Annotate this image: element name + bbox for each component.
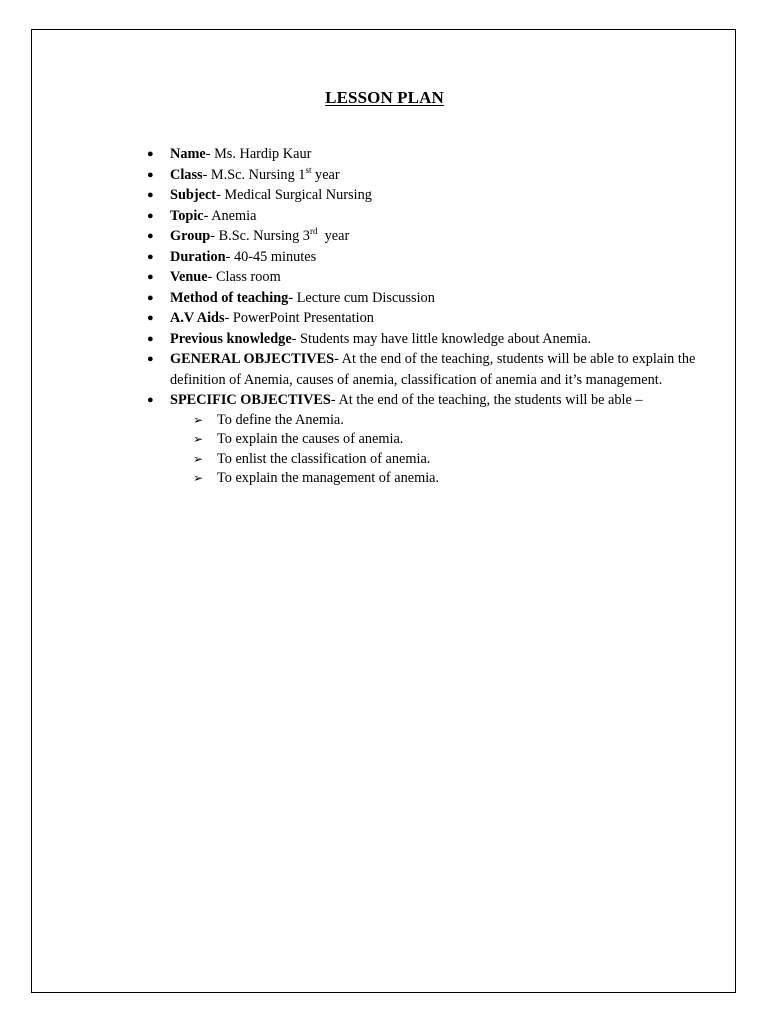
arrow-bullet-icon: ➢ <box>193 412 204 427</box>
item-value: Students may have little knowledge about Anemia. <box>300 330 592 347</box>
specific-objectives-list <box>170 411 699 489</box>
item-value: Lecture cum Discussion <box>296 289 435 306</box>
page-border <box>31 29 736 993</box>
item-label: Subject <box>170 187 217 203</box>
item-separator: - <box>334 351 342 367</box>
bullet-icon: ● <box>147 353 154 365</box>
item-label: SPECIFIC OBJECTIVES <box>170 392 331 408</box>
item-value: At the end of the teaching, students will be able to explain the definition of Anemia, causes of anemia, classification of anemia and it’s management. <box>170 351 696 388</box>
bullet-icon: ● <box>147 230 154 242</box>
item-separator: - <box>216 187 225 203</box>
bullet-icon: ● <box>147 189 154 201</box>
item-value: PowerPoint Presentation <box>232 310 374 326</box>
item-value: Class room <box>215 269 281 285</box>
item-separator: - <box>207 269 216 285</box>
item-separator: - <box>291 330 301 347</box>
objective-text: To enlist the classification of anemia. <box>217 450 431 467</box>
bullet-icon: ● <box>147 168 154 181</box>
objective-item <box>170 430 699 450</box>
item-separator: - <box>330 392 339 408</box>
objective-item <box>170 411 699 431</box>
item-label: Venue <box>170 269 208 285</box>
list-item-duration <box>139 247 699 268</box>
item-separator: - <box>203 207 212 224</box>
bullet-icon: ● <box>147 209 154 222</box>
bullet-icon: ● <box>147 271 154 283</box>
item-label: A.V Aids <box>170 310 225 326</box>
item-separator: - <box>210 228 219 244</box>
item-label: Previous knowledge <box>170 330 292 347</box>
item-separator: - <box>202 166 211 183</box>
list-item-name <box>139 144 699 165</box>
list-item-group <box>139 226 699 247</box>
objective-text: To explain the causes of anemia. <box>217 431 404 447</box>
list-item-method-of-teaching <box>139 288 699 309</box>
list-item-subject <box>139 185 699 206</box>
item-label: GENERAL OBJECTIVES <box>170 351 335 367</box>
list-item-previous-knowledge <box>139 329 699 350</box>
item-label: Topic <box>170 207 204 224</box>
arrow-bullet-icon: ➢ <box>193 451 204 466</box>
item-label: Class <box>170 166 203 183</box>
item-label: Duration <box>170 248 226 265</box>
item-value: B.Sc. Nursing 3 <box>218 228 310 244</box>
item-superscript: st <box>305 164 312 175</box>
item-value: Anemia <box>211 207 257 224</box>
bullet-icon: ● <box>147 291 154 304</box>
item-label: Name <box>170 146 206 162</box>
bullet-icon: ● <box>147 394 154 406</box>
page-title: LESSON PLAN <box>325 88 444 107</box>
list-item-general-objectives <box>139 349 699 390</box>
item-value-suffix: year <box>317 228 350 244</box>
item-separator: - <box>224 310 233 326</box>
arrow-bullet-icon: ➢ <box>193 432 204 446</box>
item-separator: - <box>288 289 297 306</box>
bullet-icon: ● <box>147 250 154 263</box>
list-item-topic <box>139 206 699 227</box>
item-separator: - <box>225 248 234 265</box>
item-value: At the end of the teaching, the students will be able – <box>338 392 643 408</box>
list-item-av-aids <box>139 308 699 329</box>
list-item-venue <box>139 267 699 288</box>
list-item-class <box>139 165 699 186</box>
item-value: 40-45 minutes <box>233 248 317 265</box>
objective-text: To define the Anemia. <box>217 411 344 428</box>
item-separator: - <box>205 146 215 162</box>
item-value: Ms. Hardip Kaur <box>214 146 312 162</box>
arrow-bullet-icon: ➢ <box>193 471 204 485</box>
lesson-details-list <box>139 144 699 489</box>
item-superscript: rd <box>309 226 318 236</box>
item-label: Group <box>170 228 211 244</box>
list-item-specific-objectives <box>139 390 699 489</box>
item-value-suffix: year <box>311 166 340 183</box>
item-label: Method of teaching <box>170 289 289 306</box>
objective-text: To explain the management of anemia. <box>217 470 440 486</box>
bullet-icon: ● <box>147 312 154 324</box>
objective-item <box>170 469 699 489</box>
item-value: Medical Surgical Nursing <box>224 187 372 203</box>
bullet-icon: ● <box>147 332 154 345</box>
objective-item <box>170 450 699 470</box>
bullet-icon: ● <box>147 148 154 160</box>
item-value: M.Sc. Nursing 1 <box>210 166 306 183</box>
